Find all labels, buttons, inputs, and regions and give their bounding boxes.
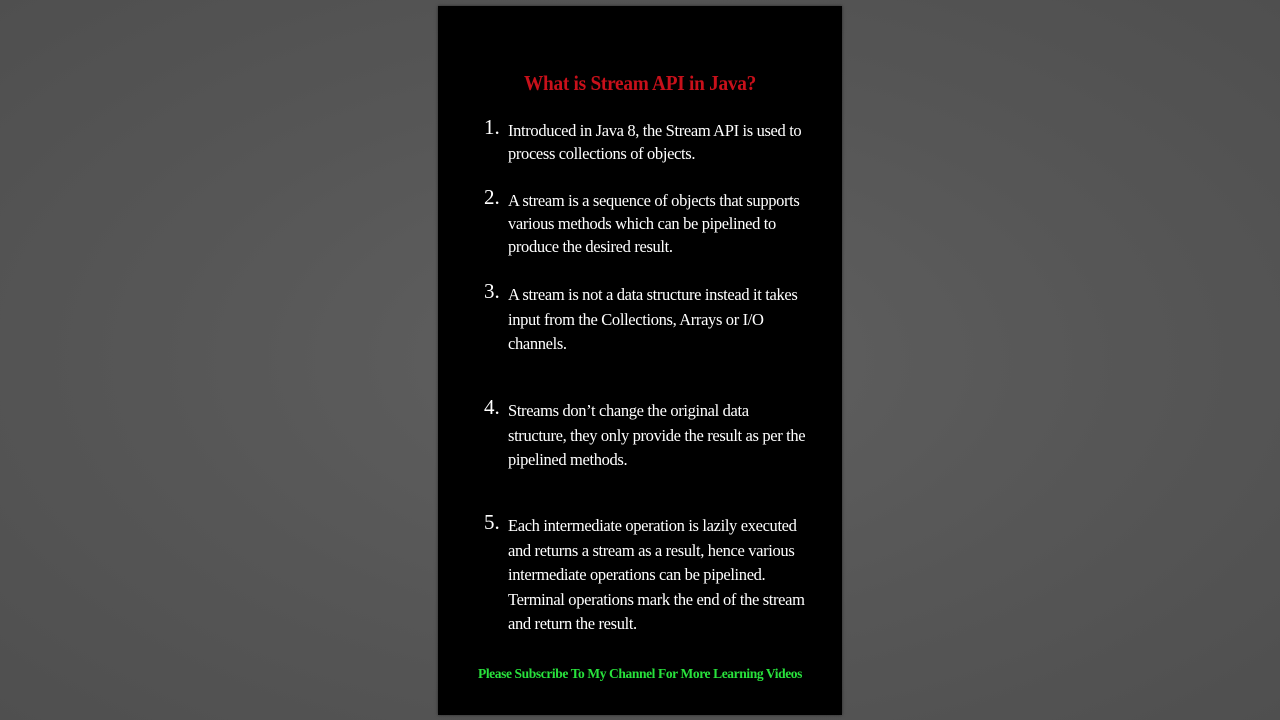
item-number: 3. xyxy=(484,279,500,303)
slide-title: What is Stream API in Java? xyxy=(523,71,757,95)
subscribe-banner: Please Subscribe To My Channel For More Learning Videos xyxy=(477,666,803,681)
item-number: 5. xyxy=(484,510,500,534)
item-text: Each intermediate operation is lazily executed and returns a stream as a result, hence various intermediate operations can be pipelined. Terminal operations mark the end of the stream and return the result. xyxy=(508,516,805,633)
item-number: 4. xyxy=(484,395,500,419)
slide-panel xyxy=(438,6,842,715)
item-text: Introduced in Java 8, the Stream API is used to process collections of objects. xyxy=(508,121,802,163)
item-text: Streams don’t change the original data structure, they only provide the result as per the pipelined methods. xyxy=(508,401,806,469)
item-text: A stream is a sequence of objects that supports various methods which can be pipelined to produce the desired result. xyxy=(508,191,800,256)
item-number: 2. xyxy=(484,185,500,209)
item-text: A stream is not a data structure instead it takes input from the Collections, Arrays or I/O channels. xyxy=(508,285,798,353)
item-number: 1. xyxy=(484,115,500,139)
